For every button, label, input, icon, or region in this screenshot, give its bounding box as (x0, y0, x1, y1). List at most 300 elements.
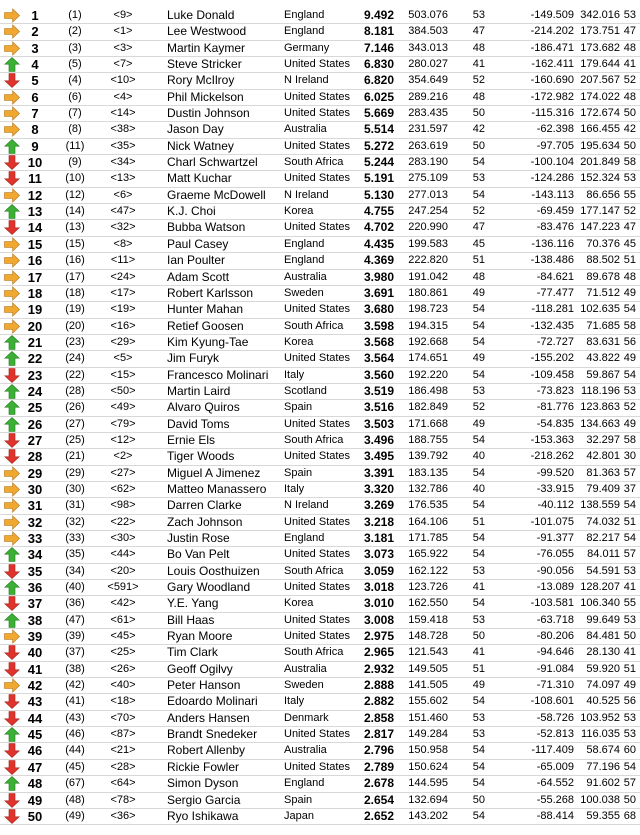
player-name: Tiger Woods (167, 449, 235, 464)
prior-year-rank: <6> (113, 188, 133, 201)
player-country: England (284, 237, 325, 250)
rank-number: 49 (27, 792, 43, 808)
previous-rank: (46) (65, 728, 85, 741)
average-points: 2.858 (363, 710, 394, 725)
events-divisor: 52 (472, 74, 485, 87)
points-gained: 89.678 (586, 270, 620, 283)
table-row (0, 106, 640, 122)
prior-year-rank: <61> (110, 613, 136, 626)
previous-rank: (32) (65, 515, 85, 528)
points-lost: -162.411 (531, 58, 574, 71)
points-gained: 152.324 (580, 172, 620, 185)
total-points: 194.315 (408, 319, 448, 332)
table-row (0, 449, 640, 465)
average-points: 2.932 (363, 661, 394, 676)
total-points: 149.284 (408, 728, 448, 741)
player-country: Korea (284, 205, 314, 218)
previous-rank: (17) (65, 270, 85, 283)
average-points: 3.598 (363, 318, 394, 333)
player-country: United States (284, 139, 351, 152)
rank-number: 19 (27, 302, 43, 318)
points-lost: -186.471 (530, 41, 574, 54)
events-played: 47 (623, 25, 636, 38)
points-gained: 102.635 (580, 303, 620, 316)
player-country: United States (284, 221, 351, 234)
player-country: United States (284, 760, 351, 773)
average-points: 2.965 (363, 645, 394, 660)
average-points: 3.018 (363, 580, 394, 595)
red-down-arrow-icon (4, 564, 20, 579)
prior-year-rank: <40> (110, 679, 136, 692)
average-points: 5.244 (363, 155, 394, 170)
points-lost: -80.206 (536, 630, 574, 643)
total-points: 180.861 (408, 286, 448, 299)
player-country: United States (284, 90, 351, 103)
events-divisor: 50 (472, 630, 485, 643)
prior-year-rank: <45> (110, 630, 136, 643)
prior-year-rank: <3> (113, 41, 133, 54)
events-played: 52 (623, 74, 636, 87)
player-name: Lee Westwood (167, 24, 247, 39)
player-name: Steve Stricker (167, 57, 242, 72)
points-lost: -118.281 (531, 303, 574, 316)
previous-rank: (31) (65, 499, 85, 512)
events-divisor: 54 (472, 809, 485, 822)
events-played: 57 (623, 777, 636, 790)
points-lost: -99.520 (536, 466, 574, 479)
events-played: 48 (623, 270, 636, 283)
events-divisor: 41 (472, 58, 485, 71)
red-down-arrow-icon (4, 645, 20, 660)
prior-year-rank: <19> (110, 303, 136, 316)
prior-year-rank: <9> (113, 9, 133, 21)
total-points: 186.498 (408, 384, 448, 397)
total-points: 148.728 (408, 630, 448, 643)
player-country: Scotland (284, 384, 327, 397)
total-points: 171.785 (408, 532, 448, 544)
table-row (0, 188, 640, 204)
average-points: 2.796 (363, 743, 394, 758)
rank-number: 38 (27, 612, 43, 628)
average-points: 3.269 (363, 498, 394, 513)
points-gained: 84.481 (586, 630, 620, 643)
events-divisor: 53 (472, 711, 485, 724)
player-name: Rickie Fowler (167, 759, 240, 774)
events-divisor: 53 (472, 172, 485, 185)
table-row (0, 727, 640, 743)
rank-number: 47 (27, 759, 43, 775)
player-name: Peter Hanson (167, 678, 241, 693)
prior-year-rank: <20> (110, 564, 136, 577)
average-points: 2.975 (363, 629, 394, 644)
rank-number: 4 (31, 57, 39, 73)
player-country: South Africa (284, 564, 344, 577)
yellow-right-arrow-icon (4, 629, 20, 644)
previous-rank: (38) (65, 662, 85, 675)
table-row (0, 122, 640, 138)
rank-number: 22 (27, 351, 43, 367)
red-down-arrow-icon (4, 662, 20, 677)
table-row (0, 482, 640, 498)
prior-year-rank: <591> (107, 581, 139, 594)
events-played: 49 (623, 352, 636, 365)
player-country: Spain (284, 793, 313, 806)
table-row (0, 73, 640, 89)
prior-year-rank: <16> (110, 319, 136, 332)
player-country: Italy (284, 695, 305, 708)
total-points: 191.042 (408, 270, 448, 283)
events-divisor: 40 (472, 482, 485, 495)
player-country: England (284, 9, 325, 21)
events-played: 68 (623, 809, 636, 822)
green-up-arrow-icon (4, 547, 20, 562)
player-country: Korea (284, 597, 314, 610)
average-points: 3.516 (363, 400, 394, 415)
player-name: Tim Clark (167, 645, 218, 660)
points-gained: 42.801 (586, 450, 620, 463)
points-lost: -117.409 (531, 744, 574, 757)
player-name: Bo Van Pelt (167, 547, 230, 562)
total-points: 198.723 (408, 303, 448, 316)
average-points: 6.830 (363, 57, 394, 72)
yellow-right-arrow-icon (4, 8, 20, 23)
total-points: 384.503 (408, 25, 448, 38)
rank-number: 6 (31, 89, 39, 105)
events-divisor: 50 (472, 793, 485, 806)
events-divisor: 48 (472, 270, 485, 283)
rank-number: 1 (31, 8, 39, 23)
rank-number: 37 (27, 596, 43, 612)
table-row (0, 662, 640, 678)
events-divisor: 52 (472, 401, 485, 414)
events-divisor: 50 (472, 107, 485, 120)
table-row (0, 171, 640, 187)
total-points: 171.668 (408, 417, 448, 430)
points-gained: 118.196 (581, 384, 620, 397)
total-points: 182.849 (408, 401, 448, 414)
total-points: 199.583 (408, 237, 448, 250)
events-played: 37 (623, 482, 636, 495)
points-gained: 70.376 (586, 237, 620, 250)
points-lost: -91.084 (536, 662, 574, 675)
events-divisor: 45 (472, 237, 485, 250)
events-divisor: 54 (472, 466, 485, 479)
total-points: 121.543 (408, 646, 448, 659)
events-divisor: 54 (472, 368, 485, 381)
player-country: Australia (284, 744, 327, 757)
green-up-arrow-icon (4, 400, 20, 415)
green-up-arrow-icon (4, 139, 20, 154)
events-played: 58 (623, 156, 636, 169)
prior-year-rank: <27> (110, 466, 136, 479)
points-lost: -73.823 (536, 384, 574, 397)
player-name: Paul Casey (167, 236, 229, 251)
previous-rank: (28) (65, 384, 85, 397)
table-row (0, 678, 640, 694)
rank-number: 5 (31, 73, 39, 89)
events-divisor: 53 (472, 613, 485, 626)
average-points: 4.435 (363, 236, 394, 251)
events-divisor: 54 (472, 156, 485, 169)
player-country: Australia (284, 123, 327, 136)
yellow-right-arrow-icon (4, 466, 20, 481)
red-down-arrow-icon (4, 743, 20, 758)
previous-rank: (36) (65, 597, 85, 610)
previous-rank: (44) (65, 744, 85, 757)
red-down-arrow-icon (4, 793, 20, 808)
total-points: 192.668 (408, 335, 448, 348)
table-row (0, 237, 640, 253)
events-divisor: 54 (472, 532, 485, 544)
previous-rank: (5) (68, 58, 82, 71)
previous-rank: (12) (65, 188, 85, 201)
events-played: 60 (623, 744, 636, 757)
player-name: Ernie Els (167, 432, 216, 447)
player-name: Nick Watney (167, 138, 234, 153)
table-row (0, 694, 640, 710)
player-name: Graeme McDowell (167, 187, 266, 202)
average-points: 3.495 (363, 449, 394, 464)
points-lost: -52.813 (536, 728, 574, 741)
red-down-arrow-icon (4, 73, 20, 88)
yellow-right-arrow-icon (4, 122, 20, 137)
points-gained: 106.340 (580, 597, 620, 610)
points-lost: -77.477 (536, 286, 574, 299)
points-lost: -138.486 (530, 254, 574, 267)
previous-rank: (45) (65, 760, 85, 773)
player-name: Gary Woodland (167, 580, 251, 595)
previous-rank: (49) (65, 809, 85, 822)
events-divisor: 49 (472, 417, 485, 430)
points-gained: 74.032 (586, 515, 620, 528)
previous-rank: (25) (65, 433, 85, 446)
player-name: Francesco Molinari (167, 367, 269, 382)
points-gained: 138.559 (580, 499, 620, 512)
rank-number: 10 (27, 155, 43, 171)
player-name: Ian Poulter (167, 253, 226, 268)
points-lost: -76.055 (536, 548, 574, 561)
prior-year-rank: <4> (113, 90, 133, 103)
player-country: Denmark (284, 711, 329, 724)
average-points: 3.218 (363, 514, 394, 529)
table-row (0, 368, 640, 384)
table-row (0, 629, 640, 645)
points-gained: 83.631 (586, 335, 620, 348)
points-gained: 71.512 (586, 286, 620, 299)
prior-year-rank: <25> (110, 646, 136, 659)
total-points: 162.122 (408, 564, 448, 577)
rank-number: 41 (27, 661, 43, 677)
events-played: 50 (623, 139, 636, 152)
yellow-right-arrow-icon (4, 515, 20, 530)
yellow-right-arrow-icon (4, 237, 20, 252)
average-points: 4.755 (363, 204, 394, 219)
points-gained: 43.822 (586, 352, 620, 365)
rank-number: 26 (27, 416, 43, 432)
events-played: 53 (623, 728, 636, 741)
total-points: 277.013 (408, 188, 448, 201)
player-country: England (284, 777, 325, 790)
yellow-right-arrow-icon (4, 302, 20, 317)
prior-year-rank: <7> (113, 58, 133, 71)
points-lost: -90.056 (536, 564, 574, 577)
player-country: United States (284, 548, 351, 561)
player-country: Spain (284, 466, 313, 479)
prior-year-rank: <24> (110, 270, 136, 283)
events-played: 53 (623, 613, 636, 626)
rank-number: 28 (27, 449, 43, 465)
average-points: 4.369 (363, 253, 394, 268)
prior-year-rank: <29> (110, 335, 136, 348)
player-country: United States (284, 581, 351, 594)
total-points: 149.505 (408, 662, 448, 675)
average-points: 5.191 (363, 171, 394, 186)
table-row (0, 417, 640, 433)
points-lost: -88.414 (536, 809, 574, 822)
prior-year-rank: <50> (110, 384, 136, 397)
table-row (0, 580, 640, 596)
player-name: Bubba Watson (167, 220, 246, 235)
table-row (0, 319, 640, 335)
rank-number: 30 (27, 481, 43, 497)
player-name: Martin Laird (167, 383, 231, 398)
table-row (0, 384, 640, 400)
total-points: 132.786 (408, 482, 448, 495)
previous-rank: (21) (65, 450, 85, 463)
player-country: N Ireland (284, 499, 329, 512)
previous-rank: (35) (65, 548, 85, 561)
total-points: 231.597 (408, 123, 448, 136)
previous-rank: (13) (65, 221, 85, 234)
yellow-right-arrow-icon (4, 270, 20, 285)
events-divisor: 54 (472, 433, 485, 446)
prior-year-rank: <64> (110, 777, 136, 790)
player-country: United States (284, 417, 351, 430)
player-name: David Toms (167, 416, 230, 431)
player-country: United States (284, 728, 351, 741)
prior-year-rank: <36> (110, 809, 136, 822)
total-points: 280.027 (408, 58, 448, 71)
total-points: 174.651 (408, 352, 448, 365)
player-country: N Ireland (284, 74, 329, 87)
player-name: Phil Mickelson (167, 89, 244, 104)
events-played: 30 (623, 450, 636, 463)
player-name: Charl Schwartzel (167, 155, 258, 170)
events-played: 54 (623, 499, 636, 512)
table-row (0, 433, 640, 449)
events-divisor: 54 (472, 499, 485, 512)
events-played: 51 (623, 515, 636, 528)
points-gained: 59.920 (586, 662, 620, 675)
previous-rank: (43) (65, 711, 85, 724)
prior-year-rank: <38> (110, 123, 136, 136)
prior-year-rank: <78> (110, 793, 136, 806)
previous-rank: (1) (68, 9, 82, 21)
rank-number: 18 (27, 285, 43, 301)
player-name: Adam Scott (167, 269, 230, 284)
points-gained: 173.751 (580, 25, 620, 38)
points-gained: 177.147 (580, 205, 620, 218)
yellow-right-arrow-icon (4, 253, 20, 268)
green-up-arrow-icon (4, 580, 20, 595)
prior-year-rank: <28> (110, 760, 136, 773)
table-row (0, 8, 640, 24)
events-played: 55 (623, 597, 636, 610)
events-divisor: 54 (472, 303, 485, 316)
prior-year-rank: <12> (110, 433, 136, 446)
player-name: Alvaro Quiros (167, 400, 240, 415)
average-points: 3.008 (363, 612, 394, 627)
points-lost: -63.718 (536, 613, 574, 626)
events-played: 58 (623, 433, 636, 446)
points-lost: -153.363 (530, 433, 574, 446)
events-divisor: 54 (472, 744, 485, 757)
points-lost: -97.705 (536, 139, 574, 152)
average-points: 8.181 (363, 24, 394, 39)
previous-rank: (14) (65, 205, 85, 218)
points-lost: -160.690 (530, 74, 574, 87)
table-row (0, 253, 640, 269)
events-divisor: 51 (472, 254, 485, 267)
table-row (0, 760, 640, 776)
previous-rank: (26) (65, 401, 85, 414)
events-divisor: 53 (472, 728, 485, 741)
prior-year-rank: <98> (110, 499, 136, 512)
prior-year-rank: <35> (110, 139, 136, 152)
average-points: 2.882 (363, 694, 394, 709)
average-points: 2.652 (363, 808, 394, 823)
player-name: Brandt Snedeker (167, 727, 258, 742)
average-points: 2.789 (363, 759, 394, 774)
rank-number: 42 (27, 678, 43, 694)
points-lost: -100.104 (530, 156, 574, 169)
events-divisor: 50 (472, 139, 485, 152)
rank-number: 48 (27, 776, 43, 792)
total-points: 150.958 (408, 744, 448, 757)
player-name: K.J. Choi (167, 204, 216, 219)
events-played: 51 (623, 254, 636, 267)
player-name: Zach Johnson (167, 514, 243, 529)
player-name: Edoardo Molinari (167, 694, 258, 709)
total-points: 143.202 (408, 809, 448, 822)
events-played: 54 (623, 303, 636, 316)
points-lost: -214.202 (530, 25, 574, 38)
events-played: 41 (623, 581, 636, 594)
average-points: 3.181 (363, 531, 394, 545)
player-country: United States (284, 450, 351, 463)
previous-rank: (39) (65, 630, 85, 643)
prior-year-rank: <44> (110, 548, 136, 561)
table-row (0, 743, 640, 759)
player-name: Justin Rose (167, 531, 230, 545)
player-name: Bill Haas (167, 612, 215, 627)
events-played: 41 (623, 58, 636, 71)
table-row (0, 809, 640, 825)
prior-year-rank: <17> (110, 286, 136, 299)
rank-number: 3 (31, 40, 39, 56)
table-row (0, 531, 640, 547)
rank-number: 39 (27, 629, 43, 645)
table-row (0, 564, 640, 580)
green-up-arrow-icon (4, 351, 20, 366)
table-row (0, 204, 640, 220)
events-played: 48 (623, 90, 636, 103)
events-divisor: 41 (472, 581, 485, 594)
prior-year-rank: <11> (110, 254, 136, 267)
previous-rank: (27) (65, 417, 85, 430)
points-lost: -101.075 (530, 515, 574, 528)
rank-number: 16 (27, 253, 43, 269)
